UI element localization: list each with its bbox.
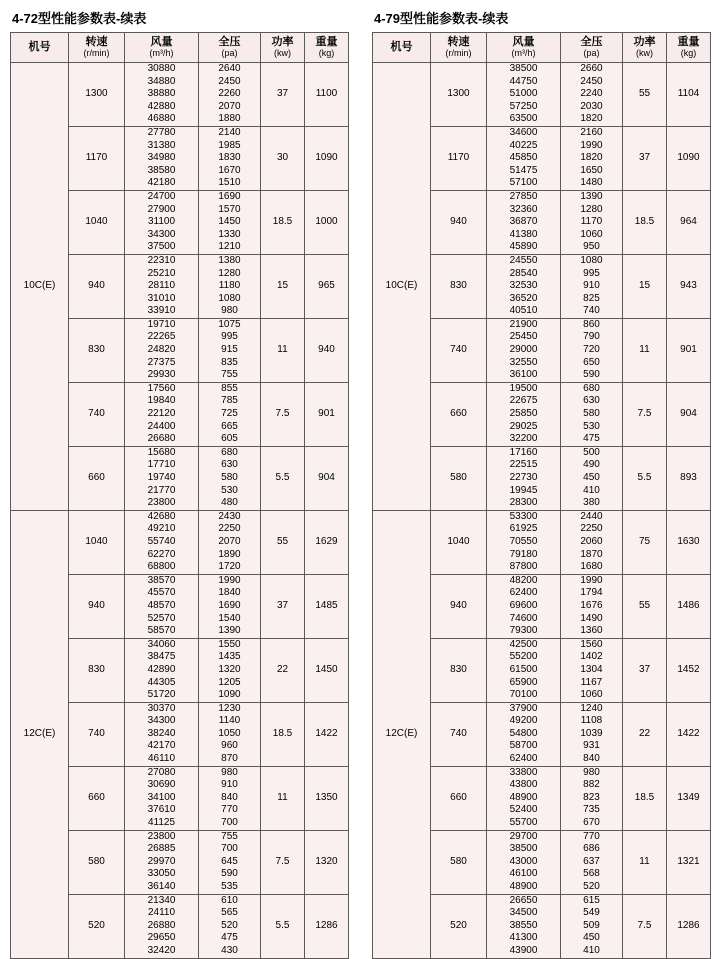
table-row bbox=[373, 510, 711, 574]
cell-weight: 943 bbox=[667, 254, 711, 318]
cell-weight: 1320 bbox=[305, 830, 349, 894]
cell-pressure: 1380 1280 1180 1080 980 bbox=[199, 254, 261, 318]
cell-flow: 42500 55200 61500 65900 70100 bbox=[487, 638, 561, 702]
cell-flow: 42680 49210 55740 62270 68800 bbox=[125, 510, 199, 574]
col-header-speed: 转速 (r/min) bbox=[69, 33, 125, 63]
cell-speed: 1300 bbox=[431, 63, 487, 127]
cell-flow: 22310 25210 28110 31010 33910 bbox=[125, 254, 199, 318]
cell-pressure: 2160 1990 1820 1650 1480 bbox=[561, 126, 623, 190]
cell-power: 7.5 bbox=[261, 382, 305, 446]
cell-power: 75 bbox=[623, 510, 667, 574]
cell-speed: 1300 bbox=[69, 63, 125, 127]
cell-power: 22 bbox=[261, 638, 305, 702]
cell-flow: 38570 45570 48570 52570 58570 bbox=[125, 574, 199, 638]
cell-weight: 1090 bbox=[305, 126, 349, 190]
cell-pressure: 2440 2250 2060 1870 1680 bbox=[561, 510, 623, 574]
table-row bbox=[11, 63, 349, 127]
cell-speed: 940 bbox=[431, 574, 487, 638]
cell-weight: 1630 bbox=[667, 510, 711, 574]
cell-weight: 1000 bbox=[305, 190, 349, 254]
cell-flow: 26650 34500 38550 41300 43900 bbox=[487, 894, 561, 958]
cell-weight: 1422 bbox=[305, 702, 349, 766]
cell-power: 18.5 bbox=[623, 190, 667, 254]
cell-pressure: 680 630 580 530 480 bbox=[199, 446, 261, 510]
cell-weight: 1321 bbox=[667, 830, 711, 894]
cell-flow: 17160 22515 22730 19945 28300 bbox=[487, 446, 561, 510]
spec-table-left bbox=[10, 32, 349, 959]
col-header-power: 功率 (kw) bbox=[623, 33, 667, 63]
cell-power: 15 bbox=[623, 254, 667, 318]
table-row bbox=[11, 510, 349, 574]
cell-power: 18.5 bbox=[261, 190, 305, 254]
cell-power: 55 bbox=[261, 510, 305, 574]
col-header-speed: 转速 (r/min) bbox=[431, 33, 487, 63]
col-header-weight: 重量 (kg) bbox=[667, 33, 711, 63]
cell-flow: 29700 38500 43000 46100 48900 bbox=[487, 830, 561, 894]
cell-weight: 1629 bbox=[305, 510, 349, 574]
cell-speed: 740 bbox=[69, 702, 125, 766]
cell-flow: 17560 19840 22120 24400 26680 bbox=[125, 382, 199, 446]
cell-speed: 580 bbox=[69, 830, 125, 894]
cell-flow: 30880 34880 38880 42880 46880 bbox=[125, 63, 199, 127]
cell-pressure: 1550 1435 1320 1205 1090 bbox=[199, 638, 261, 702]
cell-pressure: 770 686 637 568 520 bbox=[561, 830, 623, 894]
cell-speed: 940 bbox=[69, 254, 125, 318]
cell-weight: 964 bbox=[667, 190, 711, 254]
cell-speed: 830 bbox=[69, 318, 125, 382]
cell-weight: 904 bbox=[667, 382, 711, 446]
cell-speed: 940 bbox=[431, 190, 487, 254]
cell-power: 11 bbox=[261, 318, 305, 382]
table-block-left bbox=[10, 8, 348, 956]
cell-pressure: 855 785 725 665 605 bbox=[199, 382, 261, 446]
cell-speed: 940 bbox=[69, 574, 125, 638]
cell-speed: 660 bbox=[431, 382, 487, 446]
cell-speed: 1040 bbox=[431, 510, 487, 574]
cell-model: 10C(E) bbox=[373, 63, 431, 511]
cell-speed: 1040 bbox=[69, 190, 125, 254]
cell-weight: 901 bbox=[305, 382, 349, 446]
cell-pressure: 615 549 509 450 410 bbox=[561, 894, 623, 958]
cell-flow: 19500 22675 25850 29025 32200 bbox=[487, 382, 561, 446]
cell-weight: 1286 bbox=[305, 894, 349, 958]
cell-power: 15 bbox=[261, 254, 305, 318]
cell-flow: 48200 62400 69600 74600 79300 bbox=[487, 574, 561, 638]
col-header-weight: 重量 (kg) bbox=[305, 33, 349, 63]
cell-power: 55 bbox=[623, 63, 667, 127]
col-header-power: 功率 (kw) bbox=[261, 33, 305, 63]
spec-table-right bbox=[372, 32, 711, 959]
cell-speed: 580 bbox=[431, 830, 487, 894]
cell-model: 12C(E) bbox=[11, 510, 69, 958]
cell-speed: 1040 bbox=[69, 510, 125, 574]
cell-flow: 27080 30690 34100 37610 41125 bbox=[125, 766, 199, 830]
cell-power: 7.5 bbox=[261, 830, 305, 894]
cell-speed: 660 bbox=[69, 446, 125, 510]
cell-pressure: 860 790 720 650 590 bbox=[561, 318, 623, 382]
cell-power: 11 bbox=[623, 318, 667, 382]
cell-weight: 901 bbox=[667, 318, 711, 382]
cell-weight: 1452 bbox=[667, 638, 711, 702]
cell-pressure: 1240 1108 1039 931 840 bbox=[561, 702, 623, 766]
cell-speed: 740 bbox=[69, 382, 125, 446]
cell-speed: 740 bbox=[431, 702, 487, 766]
cell-pressure: 1230 1140 1050 960 870 bbox=[199, 702, 261, 766]
cell-flow: 19710 22265 24820 27375 29930 bbox=[125, 318, 199, 382]
table-block-right bbox=[372, 8, 710, 956]
cell-pressure: 1080 995 910 825 740 bbox=[561, 254, 623, 318]
cell-power: 30 bbox=[261, 126, 305, 190]
cell-flow: 33800 43800 48900 52400 55700 bbox=[487, 766, 561, 830]
cell-pressure: 1560 1402 1304 1167 1060 bbox=[561, 638, 623, 702]
cell-speed: 660 bbox=[431, 766, 487, 830]
table-title-right: 4-79型性能参数表-续表 bbox=[374, 11, 509, 26]
table-body-right bbox=[373, 63, 711, 959]
cell-flow: 21900 25450 29000 32550 36100 bbox=[487, 318, 561, 382]
cell-flow: 15680 17710 19740 21770 23800 bbox=[125, 446, 199, 510]
cell-model: 10C(E) bbox=[11, 63, 69, 511]
table-header-row bbox=[11, 33, 349, 63]
cell-pressure: 1990 1794 1676 1490 1360 bbox=[561, 574, 623, 638]
cell-flow: 27850 32360 36870 41380 45890 bbox=[487, 190, 561, 254]
cell-pressure: 2660 2450 2240 2030 1820 bbox=[561, 63, 623, 127]
cell-speed: 580 bbox=[431, 446, 487, 510]
cell-flow: 38500 44750 51000 57250 63500 bbox=[487, 63, 561, 127]
cell-speed: 1170 bbox=[431, 126, 487, 190]
col-header-model: 机号 bbox=[11, 33, 69, 63]
cell-flow: 53300 61925 70550 79180 87800 bbox=[487, 510, 561, 574]
cell-speed: 830 bbox=[431, 638, 487, 702]
cell-pressure: 2640 2450 2260 2070 1880 bbox=[199, 63, 261, 127]
cell-weight: 1349 bbox=[667, 766, 711, 830]
cell-weight: 1100 bbox=[305, 63, 349, 127]
cell-pressure: 2140 1985 1830 1670 1510 bbox=[199, 126, 261, 190]
cell-pressure: 680 630 580 530 475 bbox=[561, 382, 623, 446]
table-title-left: 4-72型性能参数表-续表 bbox=[12, 11, 147, 26]
cell-power: 37 bbox=[623, 638, 667, 702]
cell-pressure: 2430 2250 2070 1890 1720 bbox=[199, 510, 261, 574]
table-header-row bbox=[373, 33, 711, 63]
cell-flow: 24700 27900 31100 34300 37500 bbox=[125, 190, 199, 254]
cell-weight: 1286 bbox=[667, 894, 711, 958]
cell-power: 5.5 bbox=[261, 894, 305, 958]
cell-pressure: 1990 1840 1690 1540 1390 bbox=[199, 574, 261, 638]
cell-flow: 34600 40225 45850 51475 57100 bbox=[487, 126, 561, 190]
col-header-pressure: 全压 (pa) bbox=[199, 33, 261, 63]
cell-power: 7.5 bbox=[623, 894, 667, 958]
cell-weight: 1486 bbox=[667, 574, 711, 638]
col-header-flow: 风量 (m³/h) bbox=[125, 33, 199, 63]
cell-pressure: 980 882 823 735 670 bbox=[561, 766, 623, 830]
cell-flow: 23800 26885 29970 33050 36140 bbox=[125, 830, 199, 894]
cell-weight: 1450 bbox=[305, 638, 349, 702]
cell-speed: 520 bbox=[69, 894, 125, 958]
cell-flow: 37900 49200 54800 58700 62400 bbox=[487, 702, 561, 766]
cell-power: 22 bbox=[623, 702, 667, 766]
cell-power: 37 bbox=[261, 574, 305, 638]
cell-power: 7.5 bbox=[623, 382, 667, 446]
cell-weight: 1350 bbox=[305, 766, 349, 830]
cell-speed: 740 bbox=[431, 318, 487, 382]
cell-weight: 965 bbox=[305, 254, 349, 318]
cell-power: 37 bbox=[623, 126, 667, 190]
cell-speed: 660 bbox=[69, 766, 125, 830]
cell-power: 18.5 bbox=[261, 702, 305, 766]
cell-pressure: 755 700 645 590 535 bbox=[199, 830, 261, 894]
cell-speed: 830 bbox=[431, 254, 487, 318]
col-header-flow: 风量 (m³/h) bbox=[487, 33, 561, 63]
cell-flow: 27780 31380 34980 38580 42180 bbox=[125, 126, 199, 190]
cell-power: 5.5 bbox=[261, 446, 305, 510]
cell-weight: 904 bbox=[305, 446, 349, 510]
cell-weight: 1104 bbox=[667, 63, 711, 127]
cell-power: 37 bbox=[261, 63, 305, 127]
cell-pressure: 1390 1280 1170 1060 950 bbox=[561, 190, 623, 254]
table-row bbox=[373, 63, 711, 127]
cell-flow: 21340 24110 26880 29650 32420 bbox=[125, 894, 199, 958]
cell-weight: 893 bbox=[667, 446, 711, 510]
cell-weight: 1485 bbox=[305, 574, 349, 638]
col-header-pressure: 全压 (pa) bbox=[561, 33, 623, 63]
cell-speed: 1170 bbox=[69, 126, 125, 190]
cell-weight: 940 bbox=[305, 318, 349, 382]
cell-power: 11 bbox=[261, 766, 305, 830]
cell-power: 55 bbox=[623, 574, 667, 638]
cell-pressure: 610 565 520 475 430 bbox=[199, 894, 261, 958]
cell-power: 11 bbox=[623, 830, 667, 894]
cell-power: 18.5 bbox=[623, 766, 667, 830]
cell-pressure: 1690 1570 1450 1330 1210 bbox=[199, 190, 261, 254]
cell-pressure: 1075 995 915 835 755 bbox=[199, 318, 261, 382]
cell-flow: 34060 38475 42890 44305 51720 bbox=[125, 638, 199, 702]
cell-weight: 1090 bbox=[667, 126, 711, 190]
cell-weight: 1422 bbox=[667, 702, 711, 766]
cell-model: 12C(E) bbox=[373, 510, 431, 958]
cell-flow: 30370 34300 38240 42170 46110 bbox=[125, 702, 199, 766]
table-body-left bbox=[11, 63, 349, 959]
cell-pressure: 500 490 450 410 380 bbox=[561, 446, 623, 510]
cell-pressure: 980 910 840 770 700 bbox=[199, 766, 261, 830]
cell-speed: 520 bbox=[431, 894, 487, 958]
col-header-model: 机号 bbox=[373, 33, 431, 63]
cell-power: 5.5 bbox=[623, 446, 667, 510]
cell-flow: 24550 28540 32530 36520 40510 bbox=[487, 254, 561, 318]
cell-speed: 830 bbox=[69, 638, 125, 702]
